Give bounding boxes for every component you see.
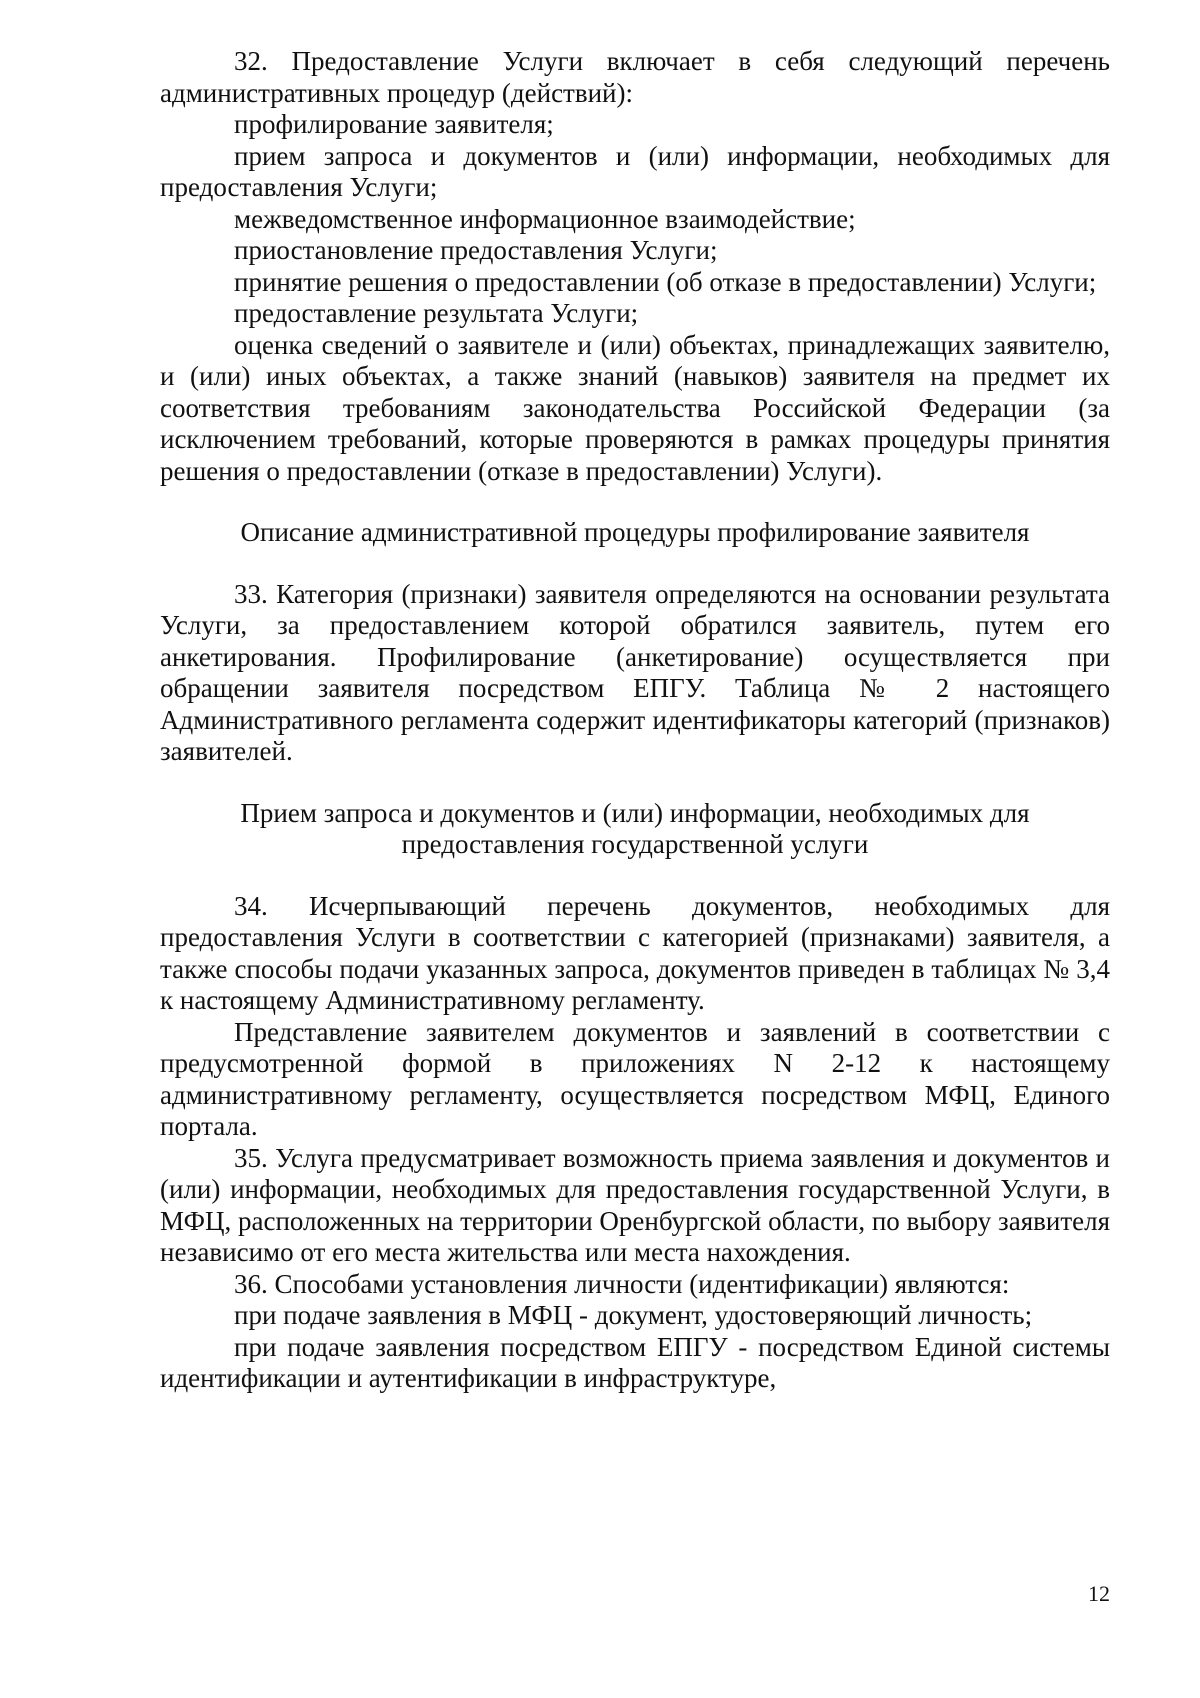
paragraph-32: 32. Предоставление Услуги включает в себя следующий перечень административных процедур (действий): [160,46,1110,108]
section-heading-request [160,798,1110,861]
list-item-assessment: оценка сведений о заявителе и (или) объектах, принадлежащих заявителю, и (или) иных объектах, а также знаний (навыков) заявителя на предмет их соответствия требованиям законодательства Российской Федерации (за исключением требований, которые проверяются в рамках процедуры принятия решения о предоставлении (отказе в предоставлении) Услуги). [160,329,1110,486]
paragraph-34: 34. Исчерпывающий перечень документов, необходимых для предоставления Услуги в соответствии с категорией (признаками) заявителя, а также способы подачи указанных запроса, документов приведен в таблицах № 3,4 к настоящему Административному регламенту. [160,890,1110,1015]
paragraph-35: 35. Услуга предусматривает возможность приема заявления и документов и (или) информации, необходимых для предоставления государственной Услуги, в МФЦ, расположенных на территории Оренбургской области, по выбору заявителя независимо от его места жительства или места нахождения. [160,1142,1110,1267]
list-item-profiling: профилирование заявителя; [234,109,554,139]
list-item-interagency: межведомственное информационное взаимодействие; [234,203,856,234]
section-heading-profiling: Описание административной процедуры профилирование заявителя [240,517,1030,547]
paragraph-36: 36. Способами установления личности (идентификации) являются: [234,1268,1010,1299]
list-item-epgu-identification: при подаче заявления посредством ЕПГУ - посредством Единой системы идентификации и аутентификации в инфраструктуре, [160,1331,1110,1393]
paragraph-33: 33. Категория (признаки) заявителя определяются на основании результата Услуги, за предоставлением которой обратился заявитель, путем его анкетирования. Профилирование (анкетирование) осуществляется при обращении заявителя посредством ЕПГУ. Таблица № 2 настоящего Административного регламента содержит идентификаторы категорий (признаков) заявителей. [160,578,1110,766]
page-number: 12 [1088,1581,1110,1606]
paragraph-submission: Представление заявителем документов и заявлений в соответствии с предусмотренной формой в приложениях N 2-12 к настоящему административному регламенту, осуществляется посредством МФЦ, Единого портала. [160,1016,1110,1141]
list-item-decision: принятие решения о предоставлении (об отказе в предоставлении) Услуги; [234,266,1097,297]
list-item-result: предоставление результата Услуги; [234,298,639,328]
list-item-suspension: приостановление предоставления Услуги; [234,235,718,265]
section-heading-request-line1: Прием запроса и документов и (или) информации, необходимых для [240,797,1030,828]
list-item-request-reception: прием запроса и документов и (или) информации, необходимых для предоставления Услуги; [160,140,1110,202]
document-body [160,46,1110,1395]
section-heading-request-line2: предоставления государственной услуги [401,829,869,859]
list-item-mfc-identification: при подаче заявления в МФЦ - документ, удостоверяющий личность; [234,1300,1033,1330]
